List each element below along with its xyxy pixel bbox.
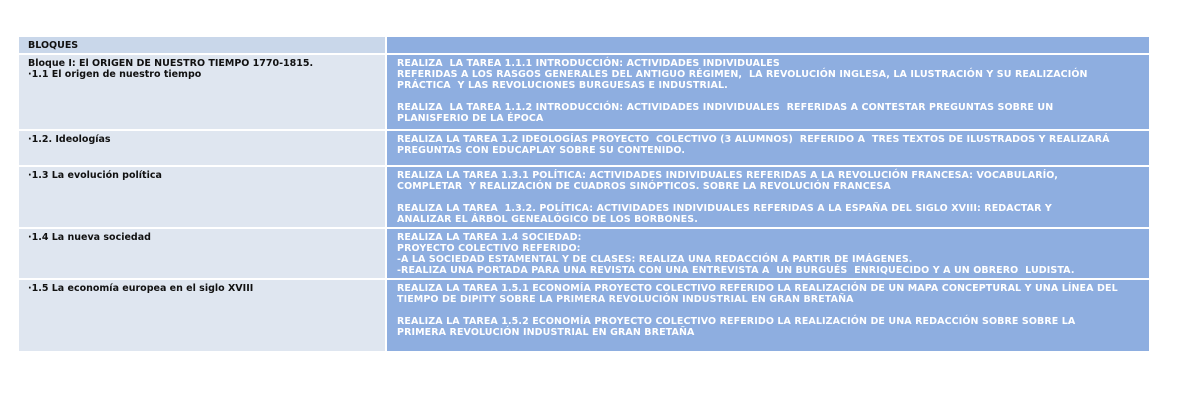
- table-row: [18, 130, 1150, 166]
- tarea-line: PROYECTO COLECTIVO REFERIDO:: [397, 243, 581, 254]
- tarea-line: REALIZA LA TAREA 1.4 SOCIEDAD:: [397, 232, 582, 243]
- table-row: [18, 279, 1150, 352]
- tarea-gap: [397, 305, 1139, 316]
- tarea-line: PLANISFERIO DE LA ÉPOCA: [397, 113, 544, 124]
- tarea-line: REFERIDAS A LOS RASGOS GENERALES DEL ANTIGUO RÉGIMEN, LA REVOLUCIÓN INGLESA, LA ILUSTRACIÓN Y SU REALIZACIÓN: [397, 69, 1088, 80]
- tarea-line: COMPLETAR Y REALIZACIÓN DE CUADROS SINÓPTICOS. SOBRE LA REVOLUCIÓN FRANCESA: [397, 181, 891, 192]
- row-4-bloque: [18, 228, 386, 279]
- row-2-tarea: [386, 130, 1150, 166]
- row-5-tarea: [386, 279, 1150, 352]
- bloques-table: [17, 35, 1151, 353]
- table-header-row: [18, 36, 1150, 54]
- row-4-tarea: [386, 228, 1150, 279]
- tarea-gap: [397, 192, 1139, 203]
- row-1-tarea: [386, 54, 1150, 130]
- tarea-line: PRIMERA REVOLUCIÓN INDUSTRIAL EN GRAN BRETAÑA: [397, 327, 695, 338]
- bloque-subtitle: ·1.2. Ideologías: [28, 134, 111, 145]
- bloque-subtitle: ·1.5 La economía europea en el siglo XVIII: [28, 283, 254, 294]
- tarea-line: ANALIZAR EL ÁRBOL GENEALÓGICO DE LOS BORBONES.: [397, 214, 698, 225]
- bloque-subtitle: ·1.1 El origen de nuestro tiempo: [28, 69, 202, 80]
- row-1-bloque: [18, 54, 386, 130]
- tarea-line: REALIZA LA TAREA 1.3.2. POLÍTICA: ACTIVIDADES INDIVIDUALES REFERIDAS A LA ESPAÑA DEL SIGLO XVIII: REDACTAR Y: [397, 203, 1052, 214]
- table-row: [18, 166, 1150, 228]
- header-bloques: BLOQUES: [18, 36, 386, 54]
- tarea-line: -REALIZA UNA PORTADA PARA UNA REVISTA CON UNA ENTREVISTA A UN BURGUÉS ENRIQUECIDO Y A UN OBRERO LUDISTA.: [397, 265, 1075, 276]
- row-3-bloque: [18, 166, 386, 228]
- tarea-gap: [397, 91, 1139, 102]
- row-3-tarea: [386, 166, 1150, 228]
- tarea-line: REALIZA LA TAREA 1.3.1 POLÍTICA: ACTIVIDADES INDIVIDUALES REFERIDAS A LA REVOLUCIÓN FRANCESA: VOCABULARÍO,: [397, 170, 1058, 181]
- bloque-subtitle: ·1.4 La nueva sociedad: [28, 232, 151, 243]
- tarea-line: PRÁCTICA Y LAS REVOLUCIONES BURGUESAS E INDUSTRIAL.: [397, 80, 728, 91]
- table-row: [18, 228, 1150, 279]
- row-2-bloque: [18, 130, 386, 166]
- tarea-line: -A LA SOCIEDAD ESTAMENTAL Y DE CLASES: REALIZA UNA REDACCIÓN A PARTIR DE IMÁGENES.: [397, 254, 913, 265]
- row-5-bloque: [18, 279, 386, 352]
- header-tareas: [386, 36, 1150, 54]
- tarea-line: REALIZA LA TAREA 1.1.1 INTRODUCCIÓN: ACTIVIDADES INDIVIDUALES: [397, 58, 780, 69]
- tarea-line: REALIZA LA TAREA 1.2 IDEOLOGÍAS PROYECTO COLECTIVO (3 ALUMNOS) REFERIDO A TRES TEXTOS DE ILUSTRADOS Y REALIZARÁ: [397, 134, 1110, 145]
- bloque-title: Bloque I: El ORIGEN DE NUESTRO TIEMPO 1770-1815.: [28, 58, 314, 69]
- tarea-line: REALIZA LA TAREA 1.1.2 INTRODUCCIÓN: ACTIVIDADES INDIVIDUALES REFERIDAS A CONTESTAR PREGUNTAS SOBRE UN: [397, 102, 1054, 113]
- tarea-line: PREGUNTAS CON EDUCAPLAY SOBRE SU CONTENIDO.: [397, 145, 686, 156]
- bloque-subtitle: ·1.3 La evolución política: [28, 170, 162, 181]
- tarea-line: REALIZA LA TAREA 1.5.1 ECONOMÍA PROYECTO COLECTIVO REFERIDO LA REALIZACIÓN DE UN MAPA CONCEPTURAL Y UNA LÍNEA DEL: [397, 283, 1118, 294]
- tarea-line: REALIZA LA TAREA 1.5.2 ECONOMÍA PROYECTO COLECTIVO REFERIDO LA REALIZACIÓN DE UNA REDACCIÓN SOBRE SOBRE LA: [397, 316, 1076, 327]
- tarea-line: TIEMPO DE DIPITY SOBRE LA PRIMERA REVOLUCIÓN INDUSTRIAL EN GRAN BRETAÑA: [397, 294, 854, 305]
- table-row: [18, 54, 1150, 130]
